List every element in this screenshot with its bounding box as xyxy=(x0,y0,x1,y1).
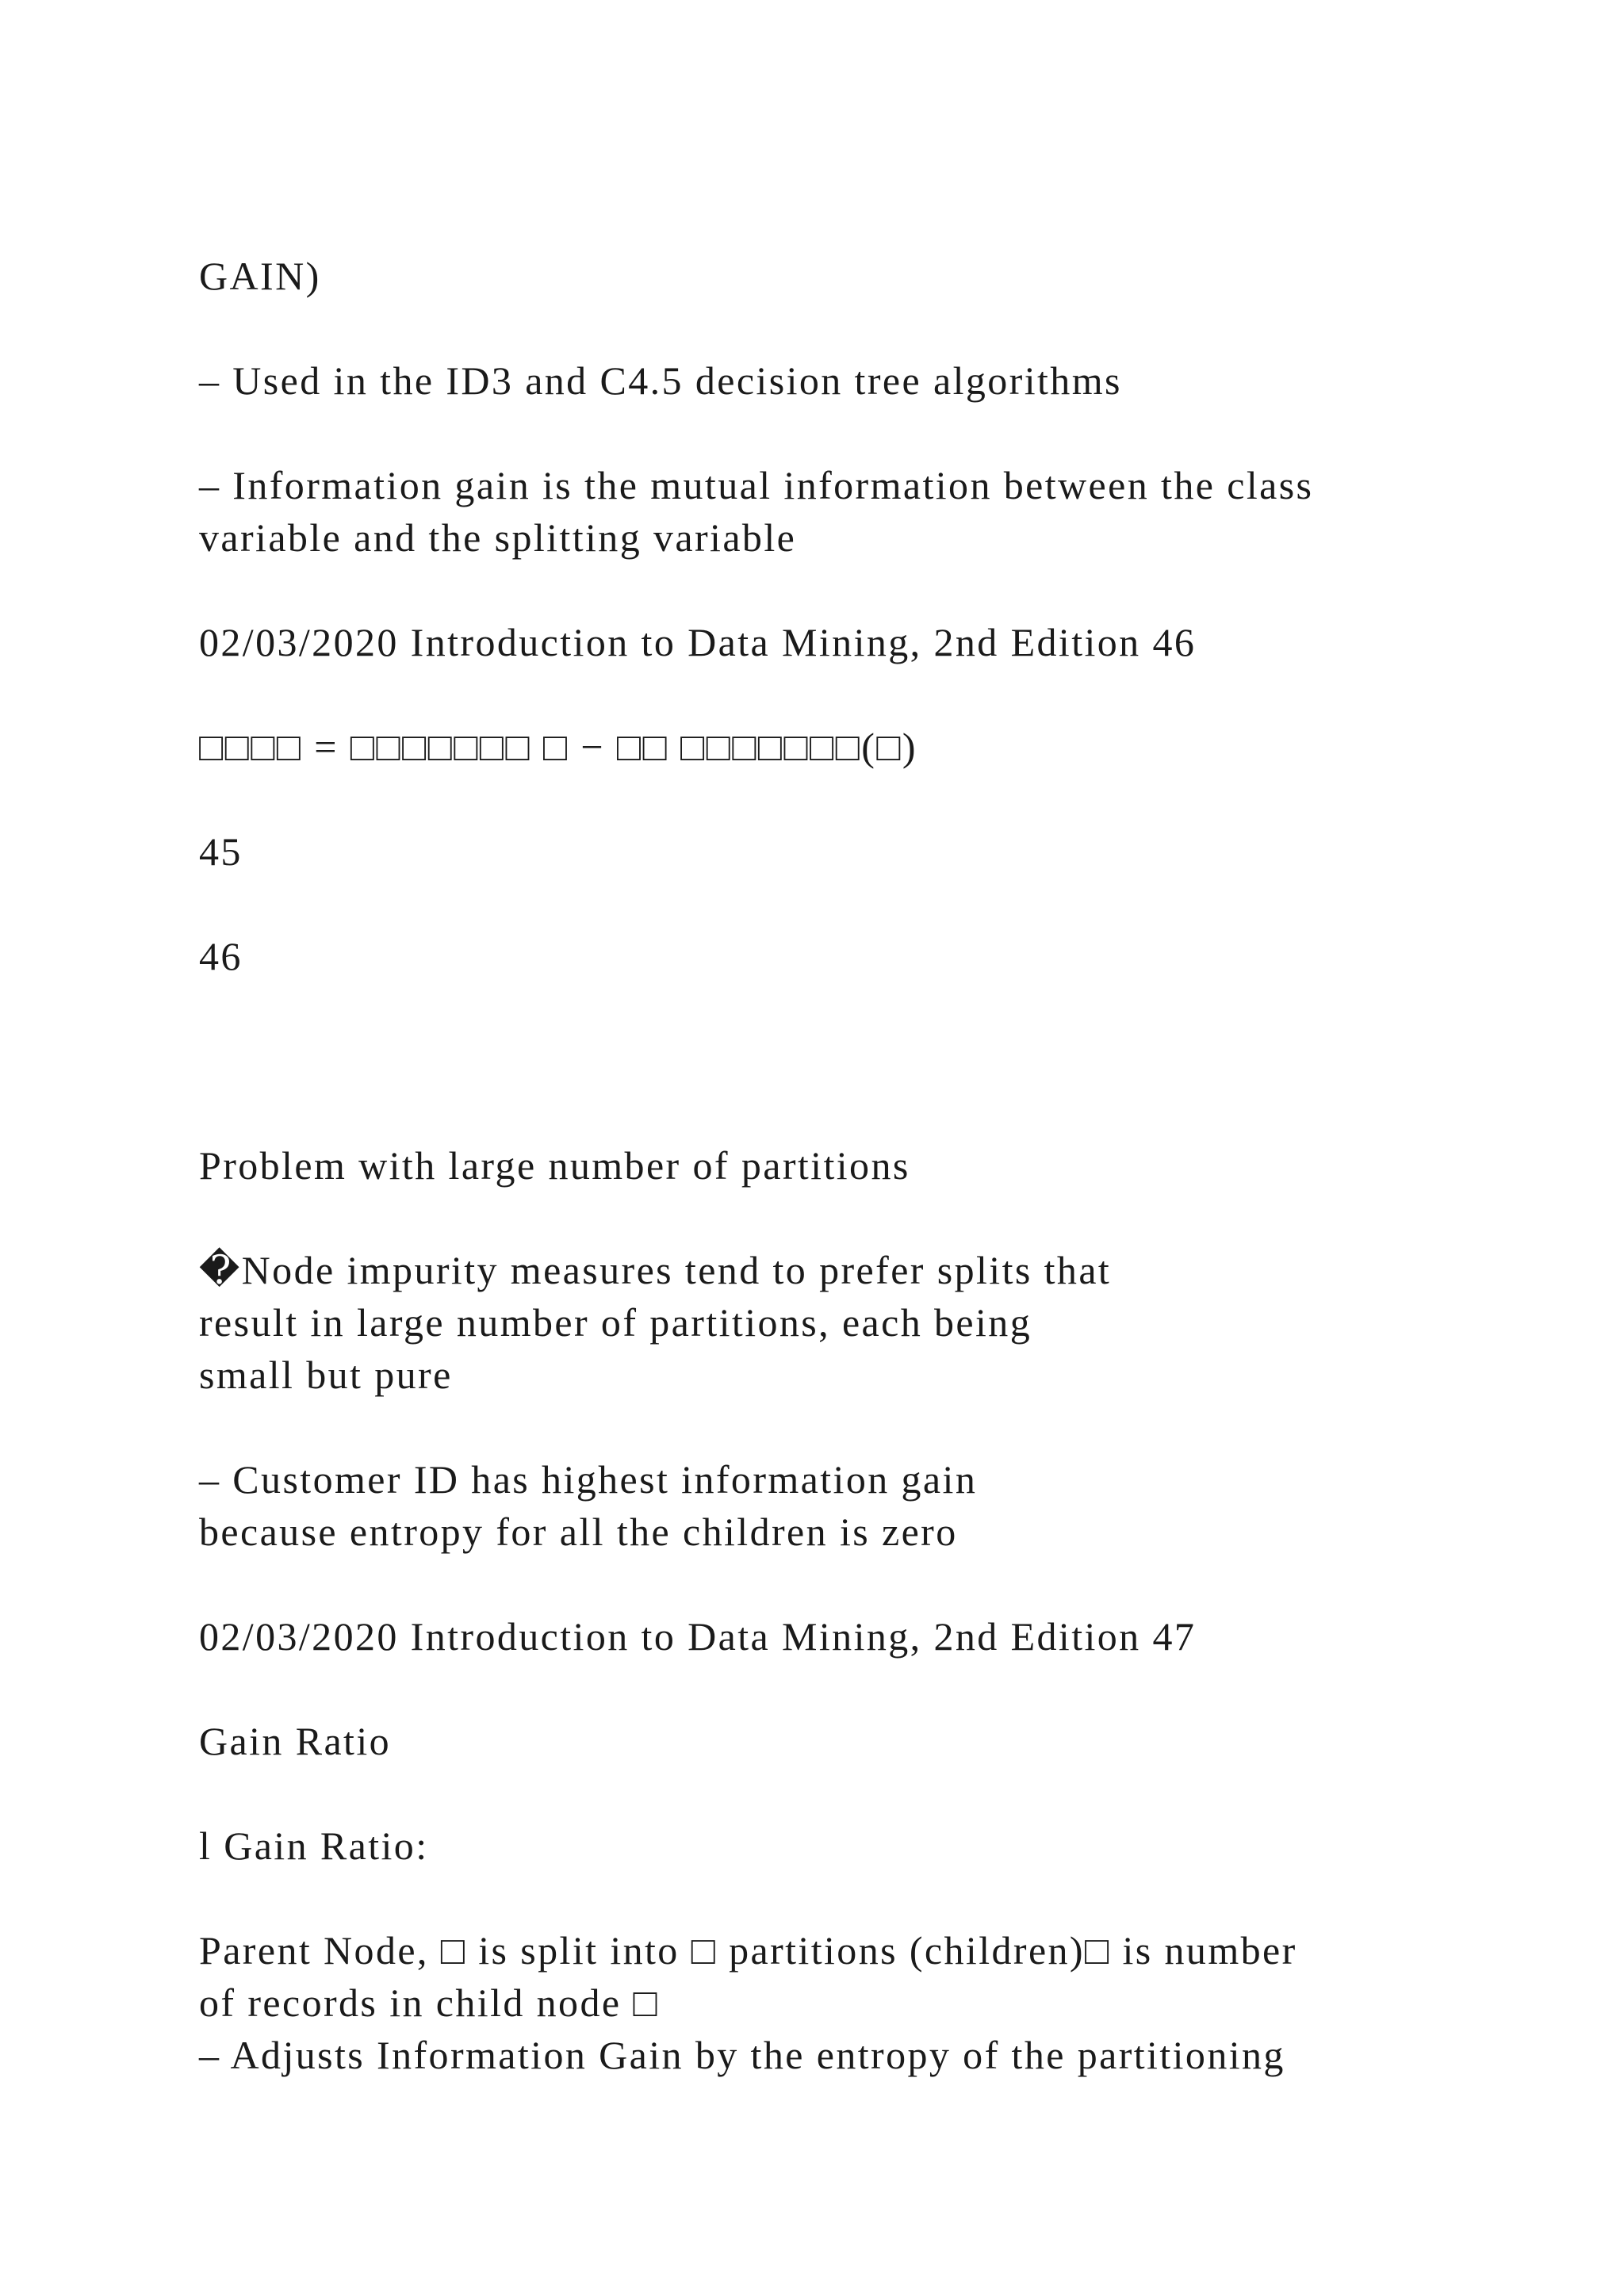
page-number: 46 xyxy=(199,934,243,978)
footer-line: 02/03/2020 Introduction to Data Mining, 2nd Edition 47 xyxy=(199,1614,1197,1659)
text-line: – Information gain is the mutual information between the class xyxy=(199,463,1314,507)
text-line: �Node impurity measures tend to prefer splits that xyxy=(199,1248,1112,1292)
text-line: l Gain Ratio: xyxy=(199,1823,429,1868)
text-line: Parent Node, □ is split into □ partitions (children)□ is number xyxy=(199,1928,1297,1973)
text-line: small but pure xyxy=(199,1353,453,1397)
text-line: GAIN) xyxy=(199,254,321,298)
text-line: of records in child node □ xyxy=(199,1980,659,2025)
text-line: – Used in the ID3 and C4.5 decision tree algorithms xyxy=(199,358,1122,403)
section-heading: Problem with large number of partitions xyxy=(199,1143,910,1188)
page-number: 45 xyxy=(199,829,243,874)
formula-line: □□□□ = □□□□□□□ □ − □□ □□□□□□□(□) xyxy=(199,725,917,769)
footer-line: 02/03/2020 Introduction to Data Mining, 2nd Edition 46 xyxy=(199,620,1197,664)
text-line: result in large number of partitions, each being xyxy=(199,1300,1032,1345)
text-line: – Adjusts Information Gain by the entropy of the partitioning xyxy=(199,2033,1285,2077)
text-line: – Customer ID has highest information gain xyxy=(199,1457,978,1502)
section-heading: Gain Ratio xyxy=(199,1719,392,1763)
text-line: because entropy for all the children is zero xyxy=(199,1510,958,1554)
text-line: variable and the splitting variable xyxy=(199,515,797,560)
